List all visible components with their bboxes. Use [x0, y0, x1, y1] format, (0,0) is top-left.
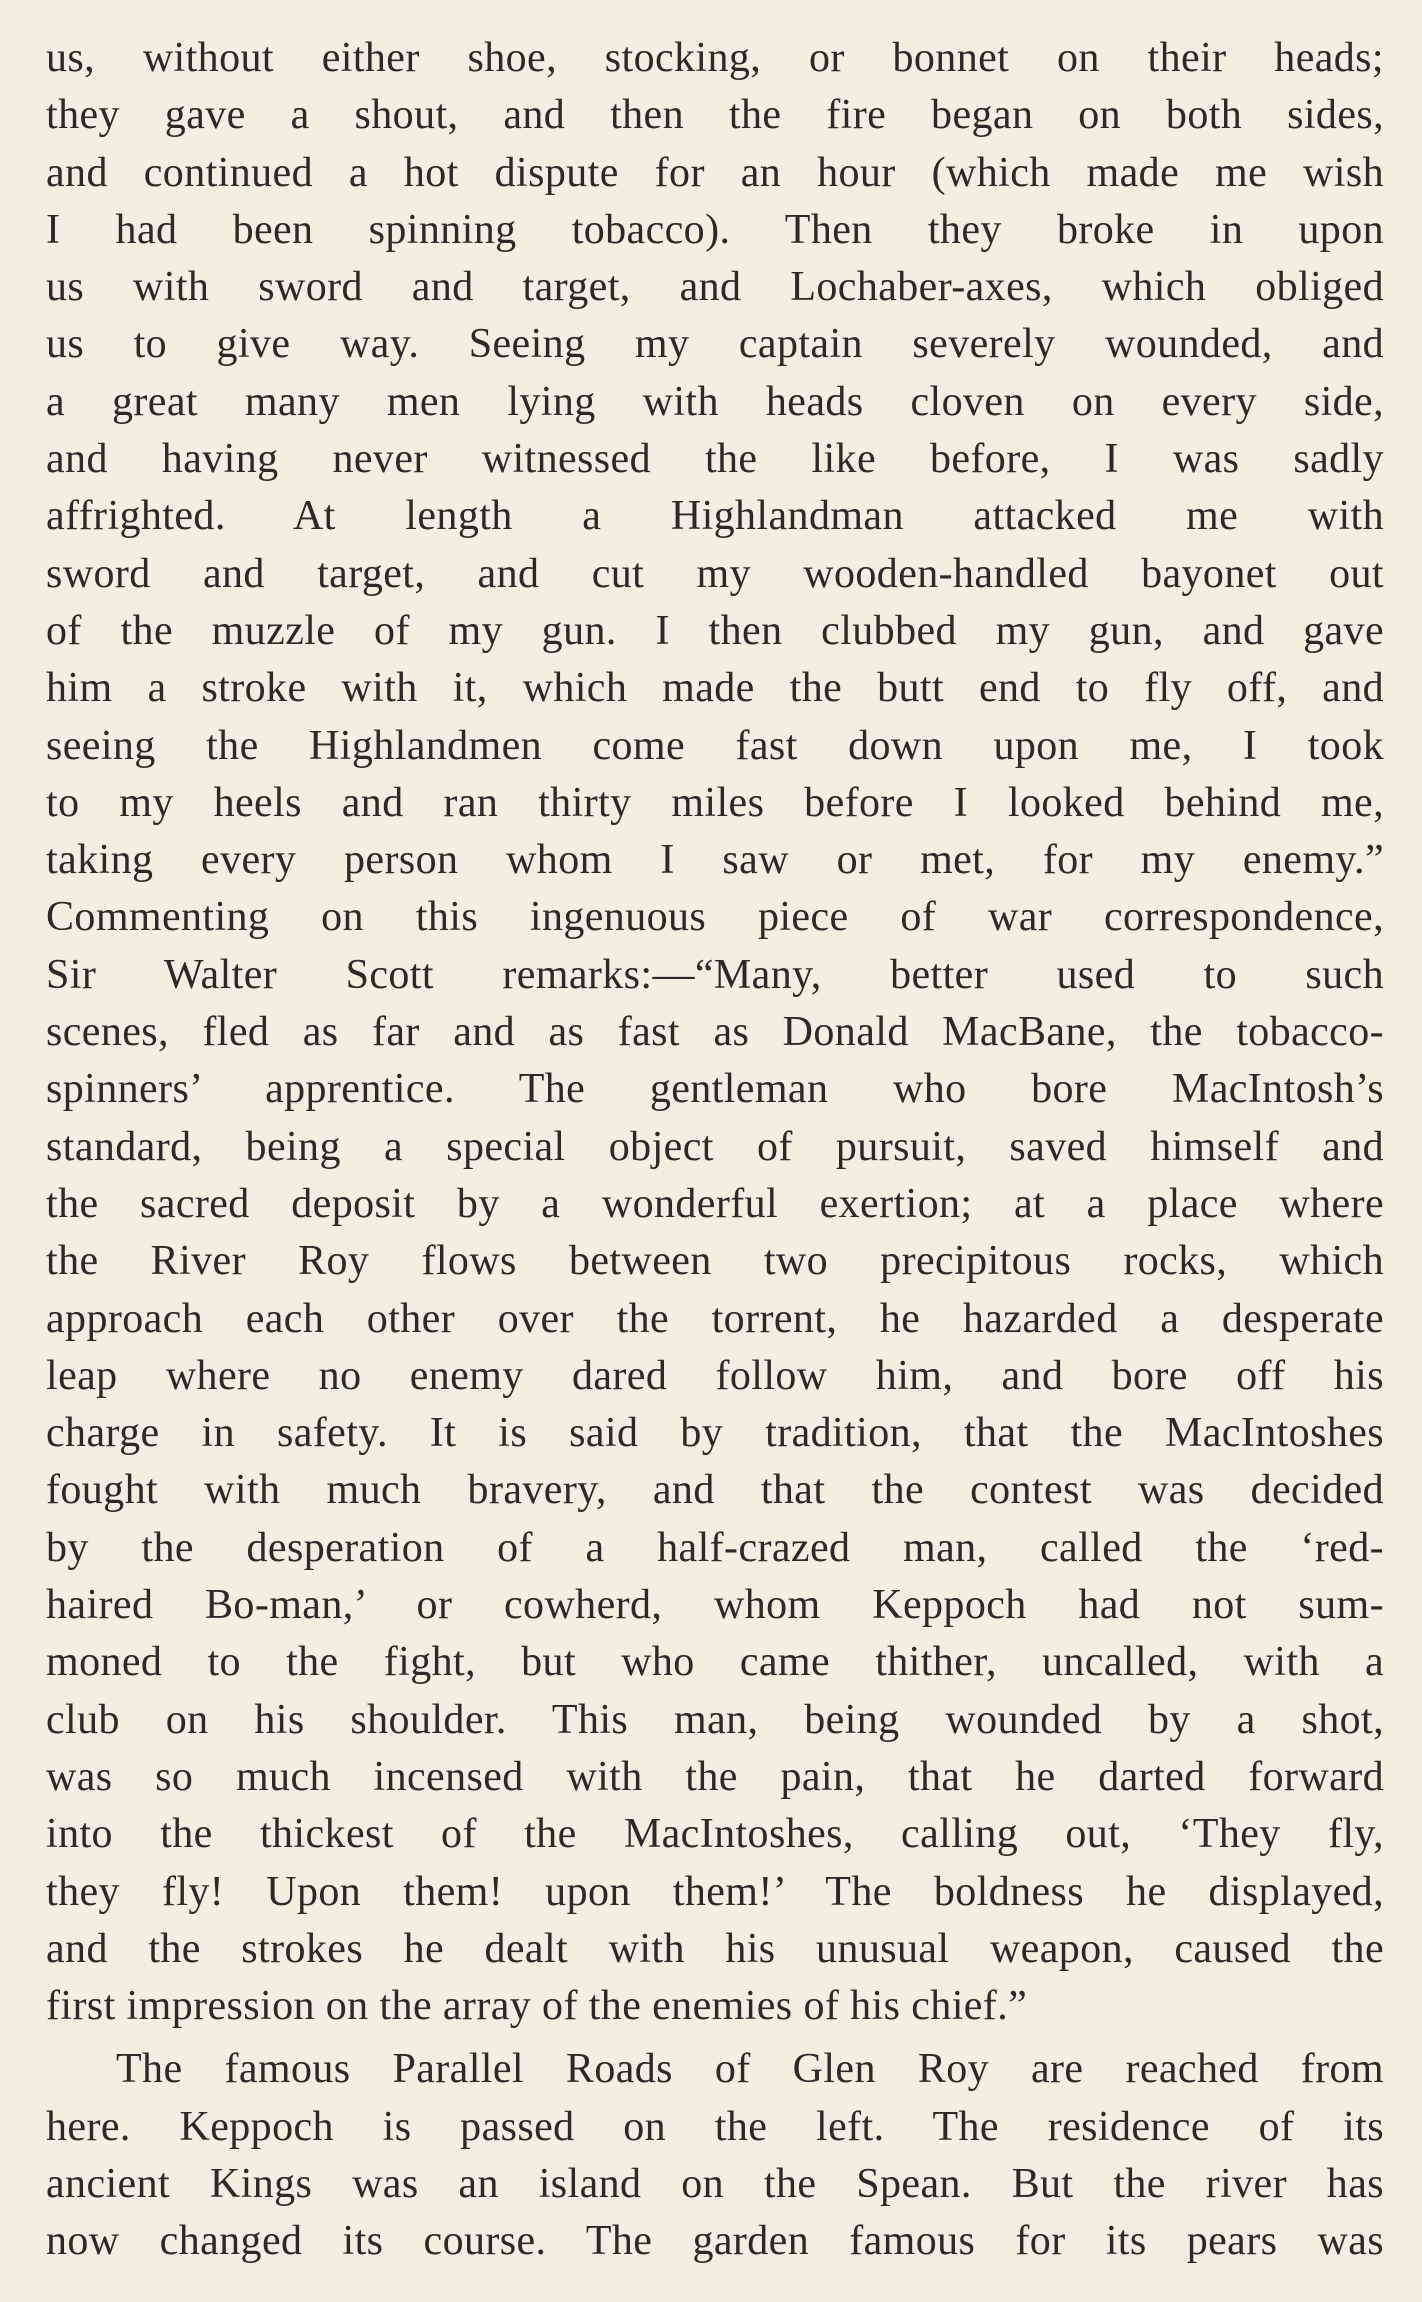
text-line: here. Keppoch is passed on the left. The residence of its [46, 2103, 1384, 2150]
text-line: of the muzzle of my gun. I then clubbed my gun, and gave [46, 607, 1384, 654]
text-line: taking every person whom I saw or met, for my enemy.” [46, 837, 1384, 884]
text-line: Commenting on this ingenuous piece of war correspondence, [46, 894, 1384, 941]
text-line: moned to the fight, but who came thither, uncalled, with a [46, 1639, 1384, 1686]
text-line: now changed its course. The garden famous for its pears was [46, 2218, 1384, 2265]
paragraph-quote [46, 30, 1384, 2035]
text-line: spinners’ apprentice. The gentleman who bore MacIntosh’s [46, 1066, 1384, 1113]
text-line: fought with much bravery, and that the contest was decided [46, 1467, 1384, 1514]
text-line: and having never witnessed the like before, I was sadly [46, 436, 1384, 483]
text-line: affrighted. At length a Highlandman attacked me with [46, 493, 1384, 540]
text-line: leap where no enemy dared follow him, and bore off his [46, 1352, 1384, 1399]
paragraph-glen-roy [46, 2041, 1384, 2270]
text-line: scenes, fled as far and as fast as Donald MacBane, the tobacco- [46, 1009, 1384, 1056]
text-line: standard, being a special object of pursuit, saved himself and [46, 1123, 1384, 1170]
text-line: haired Bo-man,’ or cowherd, whom Keppoch had not sum- [46, 1582, 1384, 1629]
text-line: sword and target, and cut my wooden-handled bayonet out [46, 550, 1384, 597]
text-line: the sacred deposit by a wonderful exertion; at a place where [46, 1180, 1384, 1227]
text-line: Sir Walter Scott remarks:—“Many, better used to such [46, 951, 1384, 998]
text-line: ancient Kings was an island on the Spean. But the river has [46, 2160, 1384, 2207]
text-line: a great many men lying with heads cloven on every side, [46, 378, 1384, 425]
text-line: and the strokes he dealt with his unusual weapon, caused the [46, 1925, 1384, 1972]
text-line: us with sword and target, and Lochaber-axes, which obliged [46, 264, 1384, 311]
text-line: they gave a shout, and then the fire began on both sides, [46, 92, 1384, 139]
book-page [46, 30, 1384, 2271]
text-line: was so much incensed with the pain, that he darted forward [46, 1753, 1384, 1800]
text-line: charge in safety. It is said by tradition, that the MacIntoshes [46, 1410, 1384, 1457]
text-line: us, without either shoe, stocking, or bonnet on their heads; [46, 35, 1384, 81]
text-line: first impression on the array of the enemies of his chief.” [46, 1983, 1028, 2030]
text-line: I had been spinning tobacco). Then they broke in upon [46, 206, 1384, 253]
text-line: and continued a hot dispute for an hour (which made me wish [46, 149, 1384, 196]
text-line: they fly! Upon them! upon them!’ The boldness he displayed, [46, 1868, 1384, 1915]
text-line: by the desperation of a half-crazed man, called the ‘red- [46, 1524, 1384, 1571]
text-line: the River Roy flows between two precipitous rocks, which [46, 1238, 1384, 1285]
text-line: seeing the Highlandmen come fast down upon me, I took [46, 722, 1384, 769]
text-line: us to give way. Seeing my captain severely wounded, and [46, 321, 1384, 368]
text-line: him a stroke with it, which made the butt end to fly off, and [46, 665, 1384, 712]
text-line: into the thickest of the MacIntoshes, calling out, ‘They fly, [46, 1811, 1384, 1858]
text-line: The famous Parallel Roads of Glen Roy are reached from [116, 2046, 1384, 2093]
text-line: to my heels and ran thirty miles before I looked behind me, [46, 779, 1384, 826]
text-line: club on his shoulder. This man, being wounded by a shot, [46, 1696, 1384, 1743]
text-line: approach each other over the torrent, he hazarded a desperate [46, 1295, 1384, 1342]
